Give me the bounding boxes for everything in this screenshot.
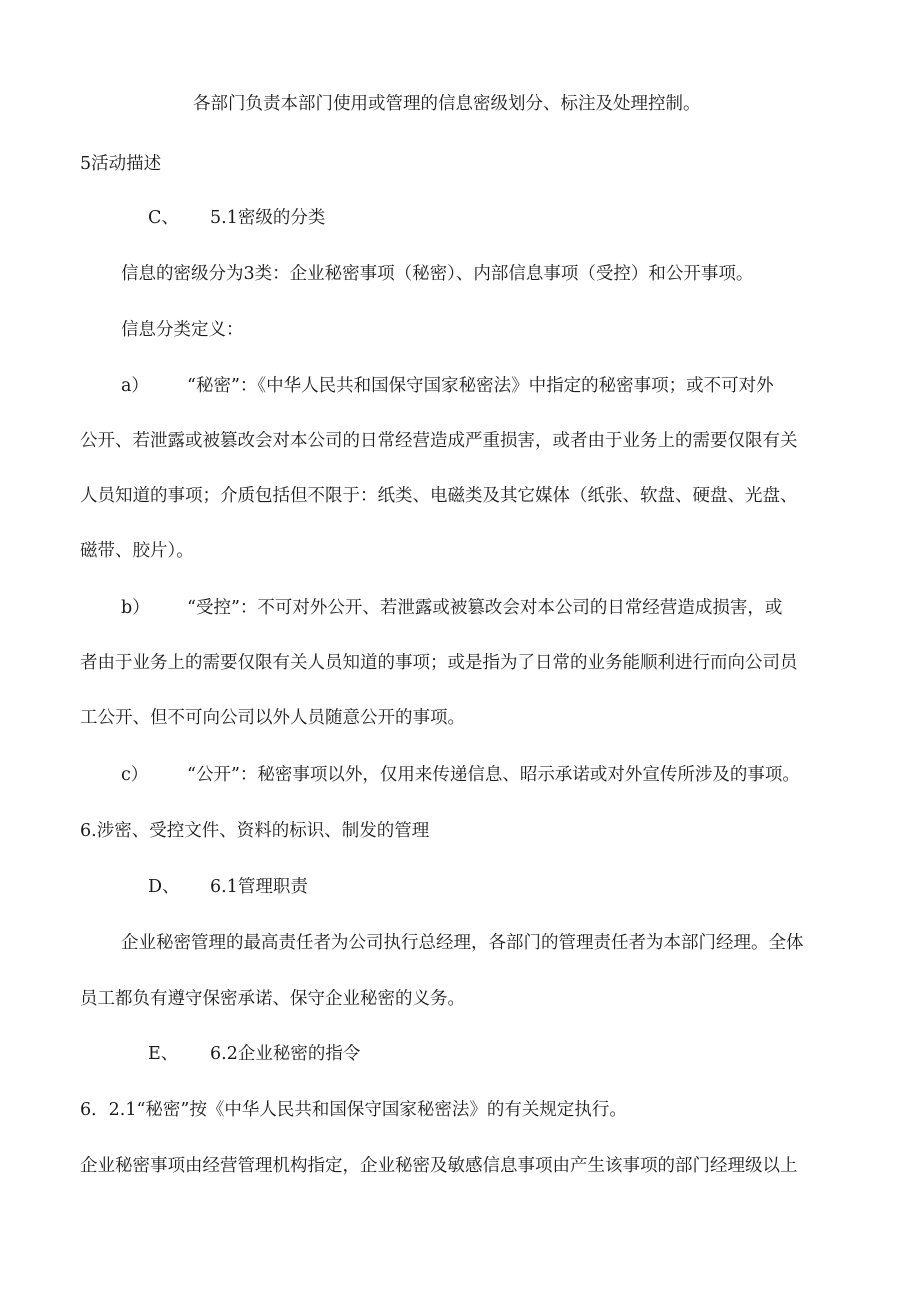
section-heading-6: 6.涉密、受控文件、资料的标识、制发的管理: [80, 821, 430, 841]
subsection-title: 6.2企业秘密的指令: [210, 1044, 361, 1064]
paragraph-6-2-1: 6．2.1“秘密”按《中华人民共和国保守国家秘密法》的有关规定执行。: [80, 1100, 627, 1120]
list-item-label: c）: [121, 765, 149, 785]
paragraph-definition: 信息分类定义：: [121, 320, 244, 340]
paragraph-last: 企业秘密事项由经营管理机构指定，企业秘密及敏感信息事项由产生该事项的部门经理级以上: [80, 1156, 798, 1176]
subsection-letter: C、: [148, 208, 179, 228]
list-item-b-line2: 者由于业务上的需要仅限有关人员知道的事项；或是指为了日常的业务能顺利进行而向公司员: [80, 653, 798, 673]
subsection-title: 5.1密级的分类: [210, 208, 326, 228]
list-item-text: “秘密”：《中华人民共和国保守国家秘密法》中指定的秘密事项；或不可对外: [187, 376, 774, 396]
paragraph-classes: 信息的密级分为3类：企业秘密事项（秘密）、内部信息事项（受控）和公开事项。: [121, 264, 754, 284]
subsection-heading-6-2: [148, 1042, 360, 1066]
subsection-title: 6.1管理职责: [210, 877, 308, 897]
list-item-label: a）: [121, 376, 149, 396]
list-item-text: “公开”：秘密事项以外，仅用来传递信息、昭示承诺或对外宣传所涉及的事项。: [187, 765, 800, 785]
list-item-b: [121, 596, 782, 620]
list-item-c: [121, 763, 800, 787]
list-item-b-line3: 工公开、但不可向公司以外人员随意公开的事项。: [80, 708, 465, 728]
list-item-label: b）: [121, 598, 150, 618]
subsection-letter: D、: [148, 877, 180, 897]
section-heading-5: 5活动描述: [80, 154, 162, 174]
list-item-a-line4: 磁带、胶片）。: [80, 541, 194, 561]
list-item-a-line3: 人员知道的事项；介质包括但不限于：纸类、电磁类及其它媒体（纸张、软盘、硬盘、光盘、: [80, 486, 798, 506]
list-item-a-line2: 公开、若泄露或被篡改会对本公司的日常经营造成严重损害，或者由于业务上的需要仅限有关: [80, 431, 798, 451]
subsection-heading-5-1: [148, 206, 325, 230]
intro-paragraph: 各部门负责本部门使用或管理的信息密级划分、标注及处理控制。: [193, 94, 701, 114]
paragraph-6-1-line2: 员工都负有遵守保密承诺、保守企业秘密的义务。: [80, 989, 465, 1009]
subsection-letter: E、: [148, 1044, 179, 1064]
subsection-heading-6-1: [148, 875, 308, 899]
list-item-a: [121, 374, 774, 398]
paragraph-6-1-line1: 企业秘密管理的最高责任者为公司执行总经理，各部门的管理责任者为本部门经理。全体: [121, 933, 804, 953]
list-item-text: “受控”：不可对外公开、若泄露或被篡改会对本公司的日常经营造成损害，或: [187, 598, 783, 618]
